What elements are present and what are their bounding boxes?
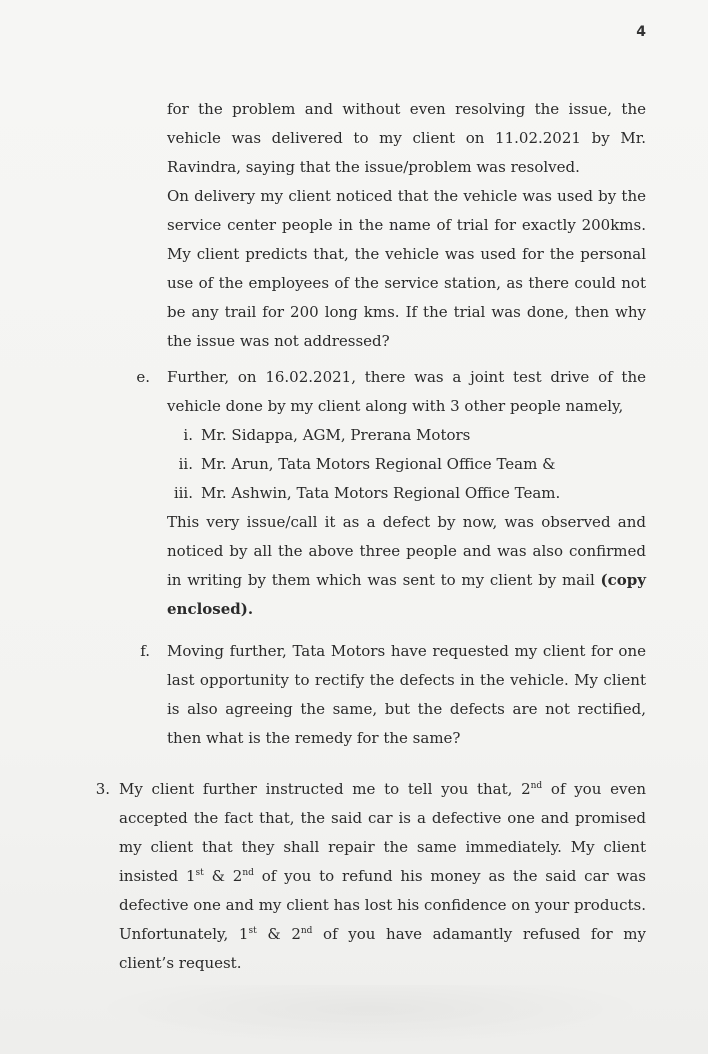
copy-enclosed-bold: (copy [600,571,646,589]
item-f-paragraph [167,637,646,753]
list-item [167,479,646,508]
text-line: noticed by all the above three people and was also confirmed [167,542,646,560]
text-line: use of the employees of the service station, as there could not [167,274,646,292]
page-number: 4 [636,24,646,40]
superscript: nd [242,868,254,878]
text-line [119,862,646,891]
text-fragment: of you have adamantly refused for my [312,925,646,943]
text-line: On delivery my client noticed that the vehicle was used by the [167,187,646,205]
text-fragment: & 2 [256,925,301,943]
text-line: Ravindra, saying that the issue/problem was resolved. [167,158,580,176]
text-line: defective one and my client has lost his confidence on your products. [119,896,646,914]
text-line: Moving further, Tata Motors have requested my client for one [167,642,646,660]
superscript: st [195,868,204,878]
text-line: then what is the remedy for the same? [167,729,461,747]
continuation-paragraph [167,95,646,356]
list-item [167,421,646,450]
text-line: the issue was not addressed? [167,332,390,350]
text-line: client’s request. [119,954,242,972]
text-line: service center people in the name of trial for exactly 200kms. [167,216,646,234]
item-marker-3: 3. [95,780,110,798]
text-line: be any trail for 200 long kms. If the trial was done, then why [167,303,646,321]
list-text: Mr. Sidappa, AGM, Prerana Motors [201,426,471,444]
superscript: nd [300,926,313,936]
list-text: Mr. Ashwin, Tata Motors Regional Office Team. [201,484,561,502]
item-marker-e: e. [136,368,150,386]
list-text: Mr. Arun, Tata Motors Regional Office Team & [201,455,556,473]
text-line: Further, on 16.02.2021, there was a joint test drive of the [167,368,646,386]
text-line: is also agreeing the same, but the defects are not rectified, [167,700,646,718]
item-e-paragraph [167,363,646,624]
text-line: accepted the fact that, the said car is a defective one and promised [119,809,646,827]
item-3-paragraph [119,775,646,978]
list-number: ii. [178,455,193,473]
text-fragment: insisted 1 [119,867,196,885]
enclosed-bold: enclosed). [167,600,254,618]
text-fragment: & 2 [203,867,243,885]
text-line: vehicle was delivered to my client on 11.02.2021 by Mr. [167,129,646,147]
bleed-through-shadow [90,985,650,1045]
list-number: iii. [173,484,193,502]
text-fragment: of you to refund his money as the said car was [253,867,646,885]
text-line [167,566,646,595]
text-line: This very issue/call it as a defect by now, was observed and [167,513,646,531]
people-list [167,421,646,508]
list-item [167,450,646,479]
text-line: my client that they shall repair the same immediately. My client [119,838,646,856]
text-line: for the problem and without even resolving the issue, the [167,100,646,118]
list-number: i. [183,426,193,444]
text-line: vehicle done by my client along with 3 other people namely, [167,397,624,415]
text-line: My client predicts that, the vehicle was used for the personal [167,245,646,263]
text-fragment: Unfortunately, 1 [119,925,249,943]
item-marker-f: f. [140,642,150,660]
text-line [119,775,646,804]
text-line [119,920,646,949]
superscript: nd [530,781,543,791]
text-line: last opportunity to rectify the defects in the vehicle. My client [167,671,646,689]
text-fragment: My client further instructed me to tell you that, 2 [119,780,531,798]
superscript: st [248,926,257,936]
mail-text: in writing by them which was sent to my client by mail [167,571,601,589]
text-fragment: of you even [542,780,646,798]
